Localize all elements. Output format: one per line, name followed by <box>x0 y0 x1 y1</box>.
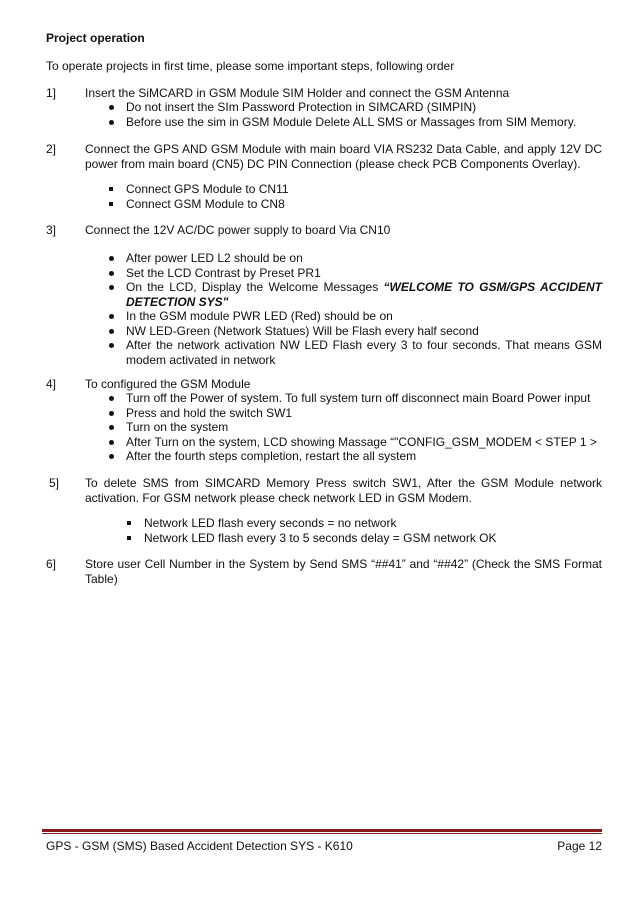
list-item: After Turn on the system, LCD showing Massage “"CONFIG_GSM_MODEM < STEP 1 > <box>126 434 597 449</box>
welcome-message: “WELCOME TO GSM/GPS ACCIDENT DETECTION SYS" <box>126 280 603 309</box>
step-number: 3] <box>46 223 57 237</box>
step-text: To delete SMS from SIMCARD Memory Press switch SW1, After the GSM Module network activation. For GSM network please check network LED in GSM Modem. <box>85 476 602 505</box>
step-text: Store user Cell Number in the System by Send SMS “##41” and “##42” (Check the SMS Format Table) <box>85 557 602 586</box>
list-item: Turn off the Power of system. To full system turn off disconnect main Board Power input <box>126 391 591 405</box>
step-number: 4] <box>46 377 57 391</box>
step-bullets <box>104 251 602 367</box>
step-text: Connect the 12V AC/DC power supply to board Via CN10 <box>85 223 391 237</box>
list-item: Network LED flash every 3 to 5 seconds delay = GSM network OK <box>144 530 497 545</box>
list-item: After the fourth steps completion, restart the all system <box>126 449 417 463</box>
step-number: 1] <box>46 86 57 100</box>
list-item: Press and hold the switch SW1 <box>126 405 293 420</box>
page-title: Project operation <box>46 31 145 45</box>
list-item: Before use the sim in GSM Module Delete ALL SMS or Massages from SIM Memory. <box>126 114 577 129</box>
list-item: After power LED L2 should be on <box>126 251 303 265</box>
step-bullets <box>104 100 602 129</box>
step-text: Connect the GPS AND GSM Module with main board VIA RS232 Data Cable, and apply 12V DC power from main board (CN5) DC PIN Connection (please check PCB Components Overlay). <box>85 142 602 171</box>
step-bullets <box>104 182 602 211</box>
step-bullets <box>104 391 602 464</box>
list-item: NW LED-Green (Network Statues) Will be Flash every half second <box>126 323 479 338</box>
list-item: Connect GPS Module to CN11 <box>126 182 289 196</box>
list-item: Do not insert the SIm Password Protection in SIMCARD (SIMPIN) <box>126 100 477 114</box>
list-item: Network LED flash every seconds = no network <box>144 516 397 530</box>
step-text: Insert the SiMCARD in GSM Module SIM Holder and connect the GSM Antenna <box>85 86 510 100</box>
footer-title: GPS - GSM (SMS) Based Accident Detection SYS - K610 <box>46 839 353 853</box>
step-text: To configured the GSM Module <box>85 377 251 391</box>
step-number: 5] <box>49 476 60 490</box>
footer-rule <box>42 829 602 832</box>
list-item: Turn on the system <box>126 420 229 434</box>
list-item: Connect GSM Module to CN8 <box>126 196 285 211</box>
step-number: 2] <box>46 142 57 156</box>
intro-text: To operate projects in first time, please some important steps, following order <box>46 59 455 73</box>
step-bullets <box>122 516 602 545</box>
list-item: In the GSM module PWR LED (Red) should be on <box>126 309 393 323</box>
list-item: On the LCD, Display the Welcome Messages “WELCOME TO GSM/GPS ACCIDENT DETECTION SYS" <box>126 280 603 309</box>
footer-rule-thin <box>42 833 602 834</box>
step-number: 6] <box>46 557 57 571</box>
list-item: After the network activation NW LED Flash every 3 to four seconds. That means GSM modem activated in network <box>126 338 602 367</box>
list-item: Set the LCD Contrast by Preset PR1 <box>126 265 321 280</box>
page-number: Page 12 <box>557 839 602 853</box>
